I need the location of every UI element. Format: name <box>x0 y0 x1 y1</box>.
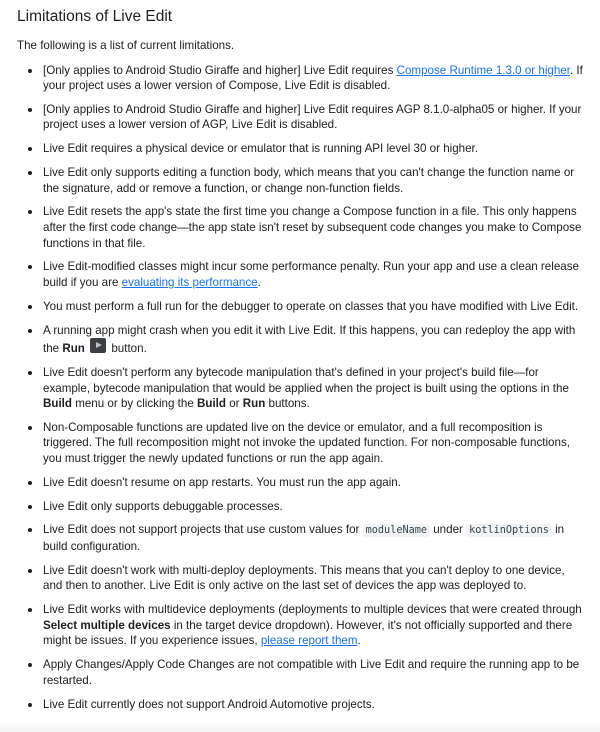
run-label: Run <box>62 342 85 356</box>
module-name-code: moduleName <box>363 524 430 537</box>
list-item: Non-Composable functions are updated live on the device or emulator, and a full recomposition is triggered. The full recomposition might not invoke the updated function. For non-composable functions, you must trigger the newly updated functions or run the app again. <box>17 420 583 467</box>
section-heading: Limitations of Live Edit <box>17 8 173 25</box>
compose-runtime-link[interactable]: Compose Runtime 1.3.0 or higher <box>396 63 570 77</box>
bottom-fade <box>0 722 600 732</box>
list-item: [Only applies to Android Studio Giraffe and higher] Live Edit requires AGP 8.1.0-alpha05 or higher. If your project uses a lower version of AGP, Live Edit is disabled. <box>17 102 583 133</box>
list-item: Live Edit requires a physical device or emulator that is running API level 30 or higher. <box>17 141 583 157</box>
intro-text: The following is a list of current limitations. <box>17 39 235 52</box>
run-icon <box>90 338 106 353</box>
limitations-list <box>17 63 583 713</box>
list-item: A running app might crash when you edit it with Live Edit. If this happens, you can redeploy the app with the Run button. <box>17 323 583 357</box>
list-item: Live Edit only supports debuggable processes. <box>17 499 583 515</box>
list-item: Live Edit does not support projects that use custom values for moduleName under kotlinOptions in build configuration. <box>17 522 583 554</box>
list-item: Live Edit doesn't work with multi-deploy deployments. This means that you can't deploy to one device, and then to another. Live Edit is only active on the last set of devices the app was deployed to. <box>17 563 583 594</box>
list-item: Live Edit only supports editing a function body, which means that you can't change the function name or the signature, add or remove a function, or change non-function fields. <box>17 165 583 196</box>
kotlin-options-code: kotlinOptions <box>466 524 552 537</box>
list-item: Live Edit doesn't perform any bytecode manipulation that's defined in your project's build file—for example, bytecode manipulation that would be applied when the project is built using the options in the Build menu or by clicking the Build or Run buttons. <box>17 365 583 412</box>
list-item: Apply Changes/Apply Code Changes are not compatible with Live Edit and require the running app to be restarted. <box>17 657 583 688</box>
list-item: You must perform a full run for the debugger to operate on classes that you have modified with Live Edit. <box>17 299 583 315</box>
list-item: Live Edit currently does not support Android Automotive projects. <box>17 697 583 713</box>
list-item: Live Edit doesn't resume on app restarts. You must run the app again. <box>17 475 583 491</box>
list-item: [Only applies to Android Studio Giraffe and higher] Live Edit requires Compose Runtime 1.3.0 or higher. If your project uses a lower version of Compose, Live Edit is disabled. <box>17 63 583 94</box>
list-item: Live Edit works with multidevice deployments (deployments to multiple devices that were created through Select multiple devices in the target device dropdown). However, it's not officially supported and there might be issues. If you experience issues, please report them. <box>17 602 583 649</box>
report-issues-link[interactable]: please report them <box>260 634 358 648</box>
list-item: Live Edit-modified classes might incur some performance penalty. Run your app and use a clean release build if you are evaluating its performance. <box>17 259 583 290</box>
list-item: Live Edit resets the app's state the first time you change a Compose function in a file. This only happens after the first code change—the app state isn't reset by subsequent code changes you make to Compose functions in that file. <box>17 204 583 251</box>
evaluating-performance-link[interactable]: evaluating its performance <box>121 275 258 289</box>
